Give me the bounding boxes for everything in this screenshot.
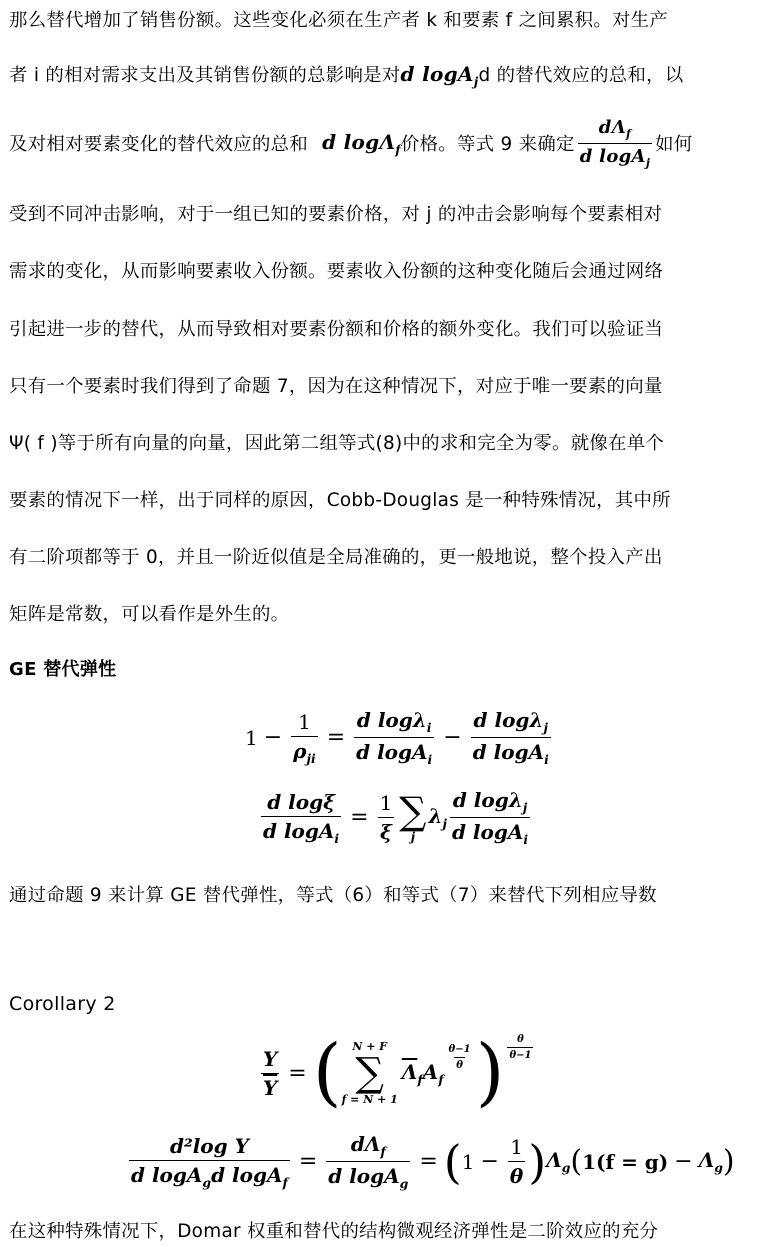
paragraph-line-6: 引起进一步的替代，从而导致相对要素份额和价格的额外变化。我们可以验证当 [9, 319, 664, 340]
text-segment: 及对相对要素变化的替代效应的总和 [9, 134, 309, 156]
math-dlogLambdaf: d logΛ$_f$ [322, 129, 401, 157]
paragraph-line-1: 那么替代增加了销售份额。这些变化必须在生产者 k 和要素 f 之间累积。对生产 [9, 10, 669, 31]
exponent-inner: $\frac{\theta-1}{\theta}$ [448, 1044, 471, 1071]
paragraph-line-4: 受到不同冲击影响，对于一组已知的要素价格，对 j 的冲击会影响每个要素相对 [9, 204, 663, 225]
paragraph-line-3 [9, 117, 693, 169]
fraction-Y-Ybar: $\frac{Y}{Y}$ [263, 1046, 278, 1100]
math-dlogAj: d logA$_j$ [400, 62, 479, 89]
text-segment: 价格。等式 9 来确定 [400, 134, 575, 156]
corollary-label: Corollary 2 [9, 993, 116, 1015]
paragraph-line-2 [9, 61, 684, 89]
text-segment: 如何 [655, 134, 693, 156]
fraction-dlogxi-dlogAi: $\frac{\text{d logξ}}{d \log A_i}$ [263, 789, 340, 846]
fraction-dloglambdaj-dlogAi: $\frac{d \log\lambda_j}{d \log A_i}$ [472, 708, 549, 767]
fraction-one-over-xi: $\frac{1}{\xi}$ [379, 791, 393, 844]
equation-ge-elasticity: 1 − $\frac{1}{\rho_{ji}}$ = $\frac{d \log\lambda_i}{d \log A_i}$ − $\frac{d \log\lambda_j}{d \log A_i}$ [245, 708, 549, 767]
paragraph-line-8: Ψ( f )等于所有向量的向量，因此第二组等式(8)中的求和完全为零。就像在单个 [9, 433, 665, 454]
paragraph-line-11: 矩阵是常数，可以看作是外生的。 [9, 604, 290, 625]
math-fraction-dLambda-dlogA: $\frac{d\Lambda_f}{d \log A_j}$ [579, 117, 651, 170]
equation-Y-ratio: $\frac{Y}{Y}$ = ( N + F ∑ f = N + 1 $\overline{\Lambda}_fA_f$ $\frac{\theta-1}{\theta}$ ) $\frac{\theta}{\theta-1}$ [263, 1029, 532, 1116]
paragraph-line-7: 只有一个要素时我们得到了命题 7，因为在这种情况下，对应于唯一要素的向量 [9, 376, 663, 397]
text-segment: d 的替代效应的总和，以 [478, 65, 684, 86]
paragraph-line-5: 需求的变化，从而影响要素收入份额。要素收入份额的这种变化随后会通过网络 [9, 261, 664, 282]
fraction-dloglambdaj-dlogAi-2: $\frac{d \log\lambda_j}{d \log A_i}$ [451, 788, 529, 847]
fraction-one-over-theta: $\frac{1}{\theta}$ [509, 1135, 524, 1188]
paragraph-line-9: 要素的情况下一样，出于同样的原因，Cobb-Douglas 是一种特殊情况，其中所 [9, 490, 671, 511]
equation-second-derivative: $\frac{\text{d²log Y}}{d \log A_gd \log A_f}$ = $\frac{d\Lambda_f}{d \log A_g}$ = ( 1 − $\frac{1}{\theta}$ ) $\Lambda_g$ ( 1(f = g) − $\Lambda_g$ ) [131, 1132, 735, 1191]
fraction-one-over-rho: $\frac{1}{\rho_{ji}}$ [293, 709, 316, 766]
paragraph-line-10: 有二阶项都等于 0，并且一阶近似值是全局准确的，更一般地说，整个投入产出 [9, 547, 663, 568]
fraction-d2logY: $\frac{\text{d²log Y}}{d \log A_gd \log A_f}$ [131, 1133, 288, 1190]
exponent-outer: $\frac{\theta}{\theta-1}$ [509, 1034, 532, 1061]
fraction-dLambdaf-dlogAg: $\frac{d\Lambda_f}{d \log A_g}$ [328, 1132, 409, 1191]
section-heading: GE 替代弹性 [9, 659, 117, 680]
paragraph-after-equations: 通过命题 9 来计算 GE 替代弹性，等式（6）和等式（7）来替代下列相应导数 [9, 885, 657, 906]
equation-dlogxi: $\frac{\text{d logξ}}{d \log A_i}$ = $\frac{1}{\xi}$ ∑ j $\lambda_j$ $\frac{d \log\lambda_j}{d \log A_i}$ [263, 788, 529, 847]
paragraph-final-line: 在这种特殊情况下，Domar 权重和替代的结构微观经济弹性是二阶效应的充分 [9, 1221, 659, 1242]
text-segment: 者 i 的相对需求支出及其销售份额的总影响是对 [9, 65, 401, 86]
fraction-dloglambdai-dlogAi: $\frac{d \log\lambda_i}{d \log A_i}$ [356, 708, 433, 767]
summation-f: N + F ∑ f = N + 1 [341, 1040, 398, 1106]
summation-j: ∑ j [399, 788, 427, 844]
